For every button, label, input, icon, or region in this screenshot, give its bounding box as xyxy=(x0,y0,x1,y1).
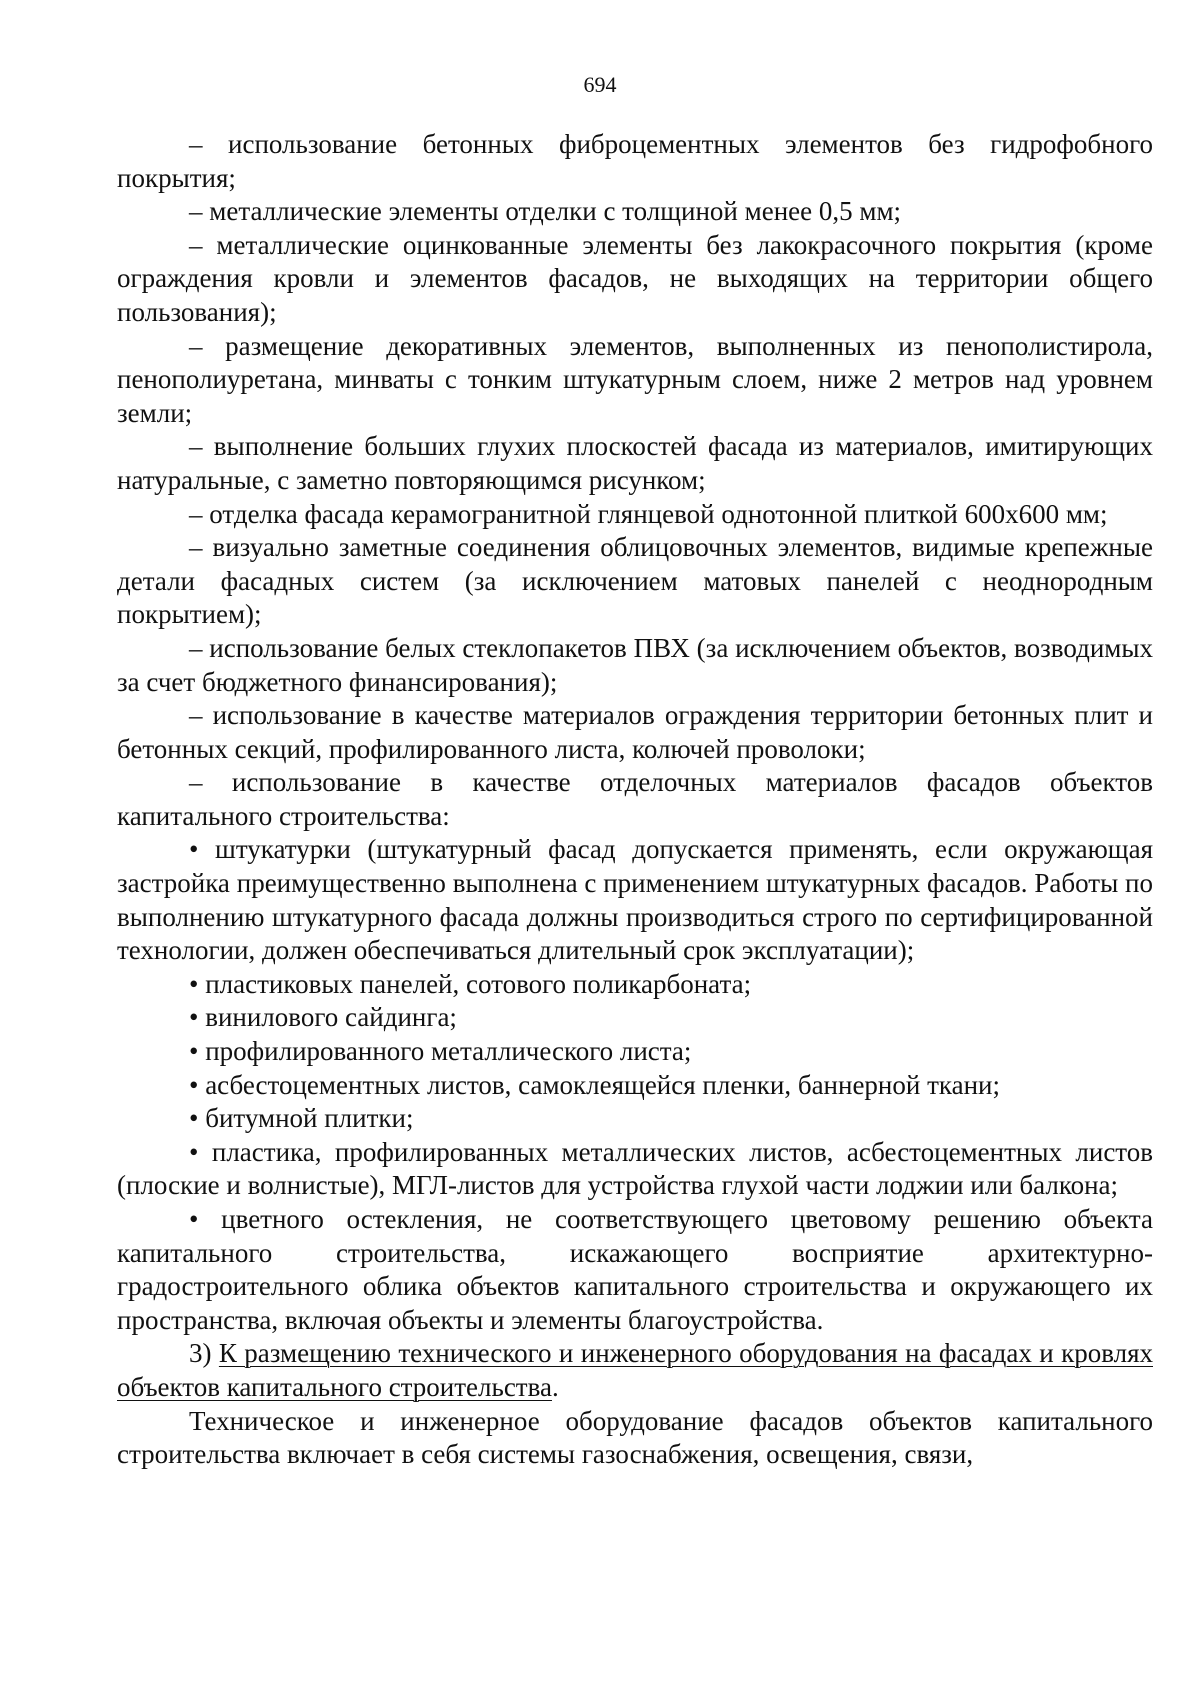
bullet-item: • цветного остекления, не соответствующего цветовому решению объекта капитального строительства, искажающего восприятие архитектурно-градостроительного облика объектов капитального строительства и окружающего их пространства, включая объекты и элементы благоустройства. xyxy=(117,1204,1153,1335)
list-item: – размещение декоративных элементов, выполненных из пенополистирола, пенополиуретана, минваты с тонким штукатурным слоем, ниже 2 метров над уровнем земли; xyxy=(117,330,1153,428)
bullet-item: • штукатурки (штукатурный фасад допускается применять, если окружающая застройка преимущественно выполнена с применением штукатурных фасадов. Работы по выполнению штукатурного фасада должны производиться строго по сертифицированной технологии, должен обеспечиваться длительный срок эксплуатации); xyxy=(117,834,1153,966)
list-item: – использование в качестве материалов ограждения территории бетонных плит и бетонных секций, профилированного листа, колючей проволоки; xyxy=(117,700,1153,764)
list-item: – металлические элементы отделки с толщиной менее 0,5 мм; xyxy=(189,196,902,227)
list-item: – металлические оцинкованные элементы без лакокрасочного покрытия (кроме ограждения кровли и элементов фасадов, не выходящих на территории общего пользования); xyxy=(117,229,1153,327)
section-heading-text: К размещению технического и инженерного оборудования на фасадах и кровлях объектов капитального строительства xyxy=(117,1338,1153,1402)
list-item: – использование бетонных фиброцементных элементов без гидрофобного покрытия; xyxy=(117,129,1153,193)
bullet-item: • пластика, профилированных металлических листов, асбестоцементных листов (плоские и волнистые), МГЛ-листов для устройства глухой части лоджии или балкона; xyxy=(117,1136,1153,1201)
bullet-item: • пластиковых панелей, сотового поликарбоната; xyxy=(189,968,752,999)
list-item: – использование белых стеклопакетов ПВХ (за исключением объектов, возводимых за счет бюджетного финансирования); xyxy=(117,632,1153,697)
bullet-item: • винилового сайдинга; xyxy=(189,1002,457,1033)
document-body xyxy=(117,128,1153,1472)
page-number: 694 xyxy=(583,72,617,97)
section-heading-period: . xyxy=(551,1371,559,1402)
section-number: 3) xyxy=(189,1338,212,1369)
list-item: – отделка фасада керамогранитной глянцевой однотонной плиткой 600х600 мм; xyxy=(189,498,1108,529)
bullet-item: • битумной плитки; xyxy=(189,1103,414,1134)
list-item: – использование в качестве отделочных материалов фасадов объектов капитального строительства: xyxy=(117,767,1153,831)
list-item: – выполнение больших глухих плоскостей фасада из материалов, имитирующих натуральные, с заметно повторяющимся рисунком; xyxy=(117,431,1153,495)
section-heading xyxy=(117,1337,1153,1404)
bullet-item: • асбестоцементных листов, самоклеящейся пленки, баннерной ткани; xyxy=(189,1069,1000,1100)
list-item: – визуально заметные соединения облицовочных элементов, видимые крепежные детали фасадных систем (за исключением матовых панелей с неоднородным покрытием); xyxy=(117,532,1153,630)
body-paragraph: Техническое и инженерное оборудование фасадов объектов капитального строительства включает в себя системы газоснабжения, освещения, связи, xyxy=(117,1405,1153,1470)
bullet-item: • профилированного металлического листа; xyxy=(189,1036,692,1067)
